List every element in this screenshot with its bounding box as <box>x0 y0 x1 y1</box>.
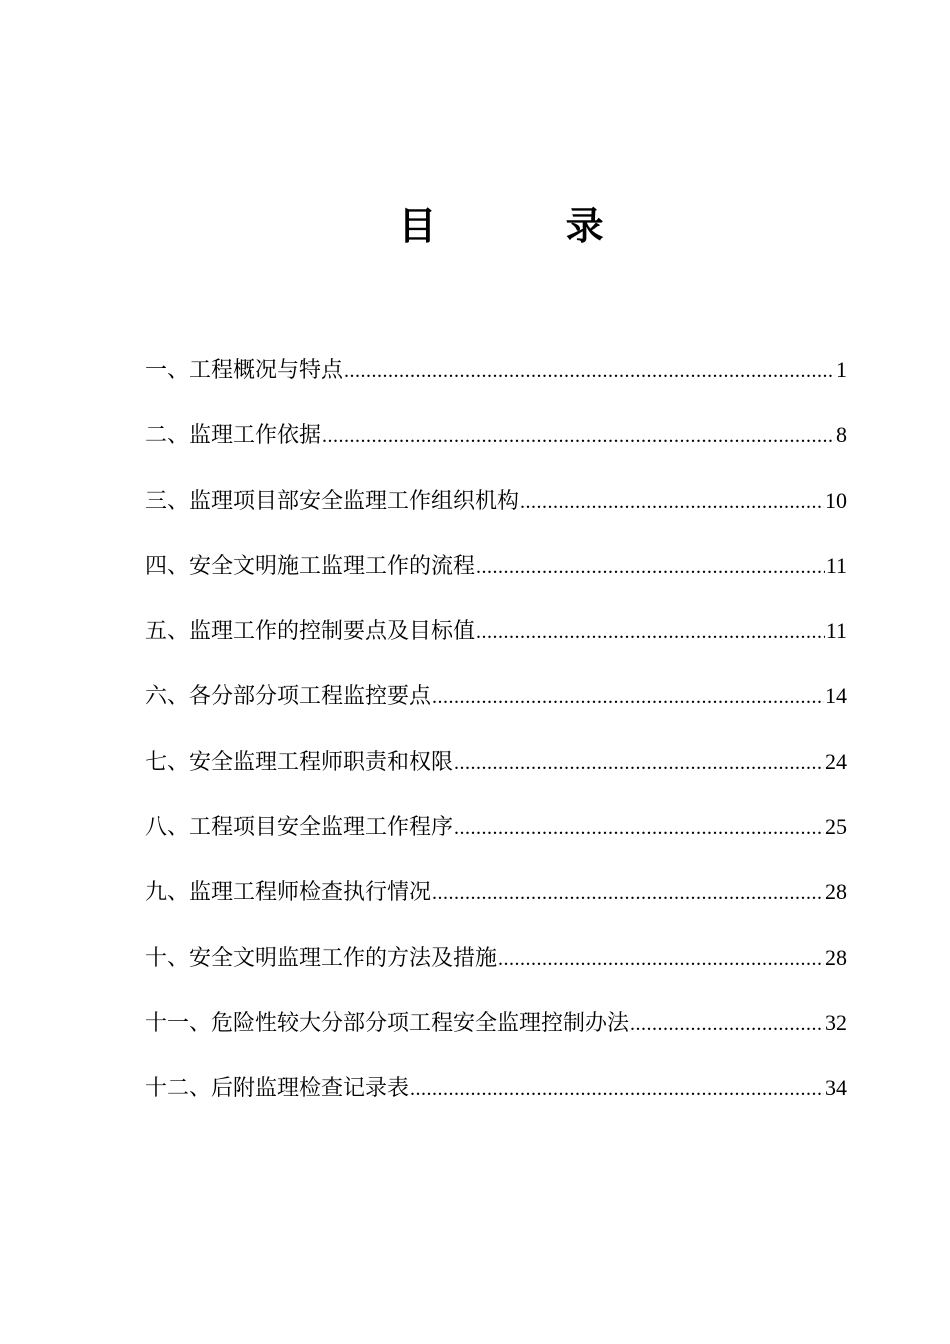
toc-leader-dots <box>432 672 824 722</box>
toc-entry[interactable] <box>145 1063 847 1128</box>
toc-leader-dots <box>344 346 835 396</box>
toc-leader-dots <box>454 738 824 788</box>
toc-leader-dots <box>498 934 824 984</box>
toc-entry[interactable] <box>145 737 847 802</box>
toc-entry-label: 八、工程项目安全监理工作程序 <box>145 815 454 841</box>
toc-leader-dots <box>476 542 825 592</box>
toc-entry[interactable] <box>145 541 847 606</box>
toc-leader-dots <box>454 803 824 853</box>
toc-entry-page: 11 <box>825 618 847 644</box>
toc-leader-dots <box>520 477 824 527</box>
toc-entry[interactable] <box>145 671 847 736</box>
toc-entry-label: 四、安全文明施工监理工作的流程 <box>145 553 476 579</box>
toc-entry-page: 32 <box>825 1009 847 1035</box>
toc-entry-label: 十一、危险性较大分部分项工程安全监理控制办法 <box>145 1010 630 1036</box>
toc-entry-label: 十二、后附监理检查记录表 <box>145 1076 410 1102</box>
toc-entry-label: 五、监理工作的控制要点及目标值 <box>145 619 476 645</box>
toc-leader-dots <box>432 868 824 918</box>
toc-entry-page: 25 <box>825 814 847 840</box>
toc-entry[interactable] <box>145 933 847 998</box>
toc-entry-label: 十、安全文明监理工作的方法及措施 <box>145 945 498 971</box>
toc-entry-label: 七、安全监理工程师职责和权限 <box>145 749 454 775</box>
toc-entry-page: 14 <box>825 683 847 709</box>
toc-leader-dots <box>476 607 825 657</box>
toc-entry[interactable] <box>145 998 847 1063</box>
toc-entry[interactable] <box>145 867 847 932</box>
toc-title: 目 录 <box>398 204 662 248</box>
toc-entry-page: 10 <box>825 487 847 513</box>
toc-leader-dots <box>410 1064 824 1114</box>
toc-entry-page: 1 <box>836 357 847 382</box>
toc-entry[interactable] <box>145 802 847 867</box>
toc-entry-page: 28 <box>825 879 847 905</box>
toc-entry-label: 六、各分部分项工程监控要点 <box>145 684 432 710</box>
toc-leader-dots <box>322 411 835 461</box>
toc-entry[interactable] <box>145 476 847 541</box>
toc-entry-label: 一、工程概况与特点 <box>145 358 344 383</box>
toc-entry[interactable] <box>145 410 847 475</box>
toc-entry[interactable] <box>145 345 847 410</box>
toc-entry-label: 九、监理工程师检查执行情况 <box>145 880 432 906</box>
toc-entry-label: 三、监理项目部安全监理工作组织机构 <box>145 488 520 514</box>
toc-entry-page: 8 <box>836 422 847 448</box>
toc-list <box>145 345 847 1129</box>
toc-entry-page: 24 <box>825 748 847 774</box>
toc-entry-page: 34 <box>825 1075 847 1101</box>
toc-entry[interactable] <box>145 606 847 671</box>
toc-leader-dots <box>630 999 824 1049</box>
toc-entry-page: 28 <box>825 944 847 970</box>
toc-entry-label: 二、监理工作依据 <box>145 423 322 449</box>
toc-entry-page: 11 <box>825 552 847 578</box>
